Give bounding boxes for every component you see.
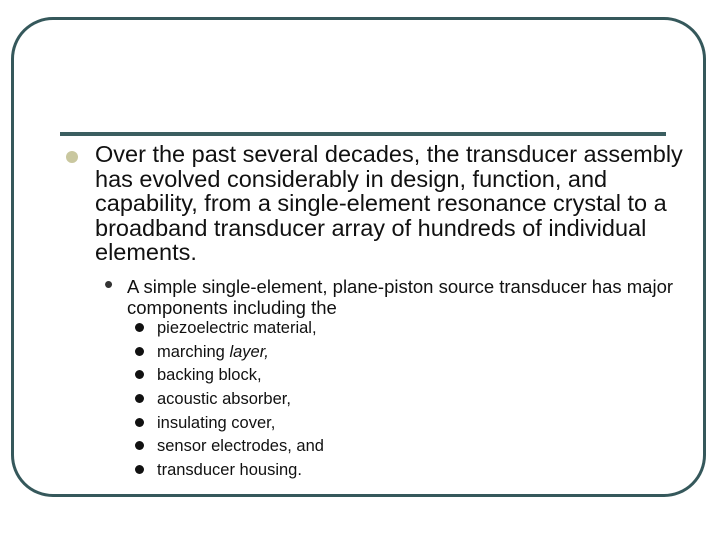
list-item-text: sensor electrodes, and [157, 437, 324, 456]
list-item-text: acoustic absorber, [157, 390, 291, 409]
main-paragraph: Over the past several decades, the transducer assembly has evolved considerably in design, function, and capability, from a single-element resonance crystal to a broadband transducer array of hundreds of individual elements. [95, 141, 683, 265]
sub-paragraph: A simple single-element, plane-piston source transducer has major components including the [127, 276, 674, 318]
bullet-icon [135, 394, 144, 403]
list-item-text: backing block, [157, 366, 262, 385]
level1-bullet-icon [66, 151, 78, 163]
level2-bullet-icon: • [104, 269, 114, 299]
list-item-text: transducer housing. [157, 461, 302, 480]
list-item-text: marching layer, [157, 342, 269, 361]
list-item-text: insulating cover, [157, 413, 276, 432]
title-divider [60, 132, 666, 136]
bullet-icon [135, 323, 144, 332]
bullet-icon [135, 418, 144, 427]
list-item-text: piezoelectric material, [157, 319, 317, 337]
bullet-icon [135, 347, 144, 356]
